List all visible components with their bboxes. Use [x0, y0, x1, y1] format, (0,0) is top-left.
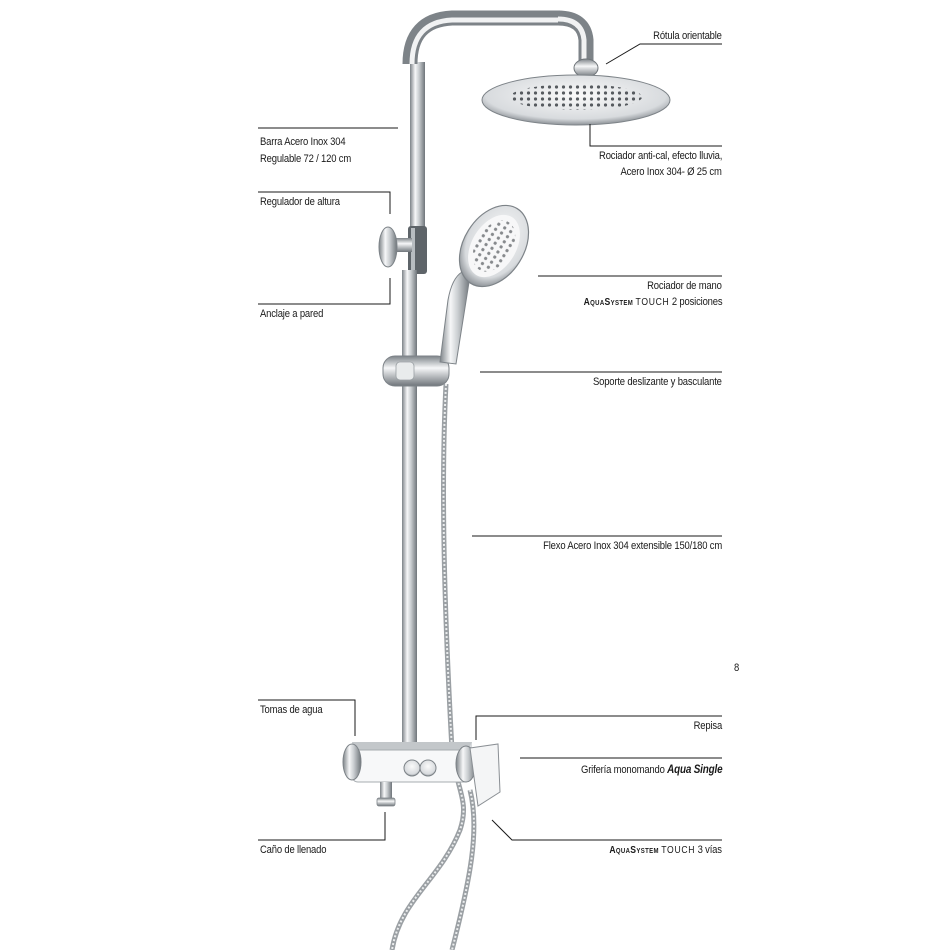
leader-vias — [492, 820, 722, 840]
aquasystem-brand: AquaSystem — [583, 297, 633, 308]
lower-slide-bar — [402, 270, 417, 750]
leader-rotula — [606, 44, 722, 64]
label-rotula: Rótula orientable — [653, 30, 722, 42]
label-regulador: Regulador de altura — [260, 196, 340, 208]
leader-rociador — [590, 124, 722, 146]
label-flexo: Flexo Acero Inox 304 extensible 150/180 cm — [543, 540, 722, 552]
vias-text: 3 vías — [697, 844, 722, 856]
label-repisa: Repisa — [693, 720, 722, 732]
griferia-text: Grifería monomando — [580, 764, 665, 776]
filler-spout — [377, 782, 395, 806]
label-rociador-line2: Acero Inox 304- Ø 25 cm — [620, 166, 722, 178]
rain-shower-head — [482, 75, 670, 125]
label-mano-line1: Rociador de mano — [647, 280, 722, 292]
wall-bracket — [379, 227, 412, 267]
label-tomas: Tomas de agua — [260, 704, 323, 716]
aquasystem-brand-2: AquaSystem — [609, 845, 660, 856]
aquasingle-brand: Aqua Single — [666, 764, 722, 776]
leader-canio — [258, 812, 385, 840]
touch-word-2: TOUCH — [661, 845, 696, 856]
sliding-support — [383, 356, 449, 386]
label-rociador-line1: Rociador anti-cal, efecto lluvia, — [598, 150, 722, 162]
label-mano-line2 — [583, 294, 722, 311]
label-canio: Caño de llenado — [260, 844, 327, 856]
label-soporte: Soporte deslizante y basculante — [593, 376, 722, 388]
leader-repisa — [476, 716, 722, 740]
label-barra-line2: Regulable 72 / 120 cm — [260, 153, 352, 165]
label-anclaje: Anclaje a pared — [260, 308, 324, 320]
label-griferia — [581, 762, 722, 778]
ball-joint — [574, 59, 598, 77]
hand-shower — [440, 193, 543, 364]
label-barra-line1: Barra Acero Inox 304 — [260, 136, 346, 148]
label-vias — [610, 842, 722, 859]
leader-anclaje — [258, 278, 390, 304]
mano-positions: 2 posiciones — [671, 296, 722, 308]
mixer-valve — [343, 744, 500, 806]
touch-word: TOUCH — [635, 297, 670, 308]
stray-mark: 8 — [734, 662, 740, 674]
